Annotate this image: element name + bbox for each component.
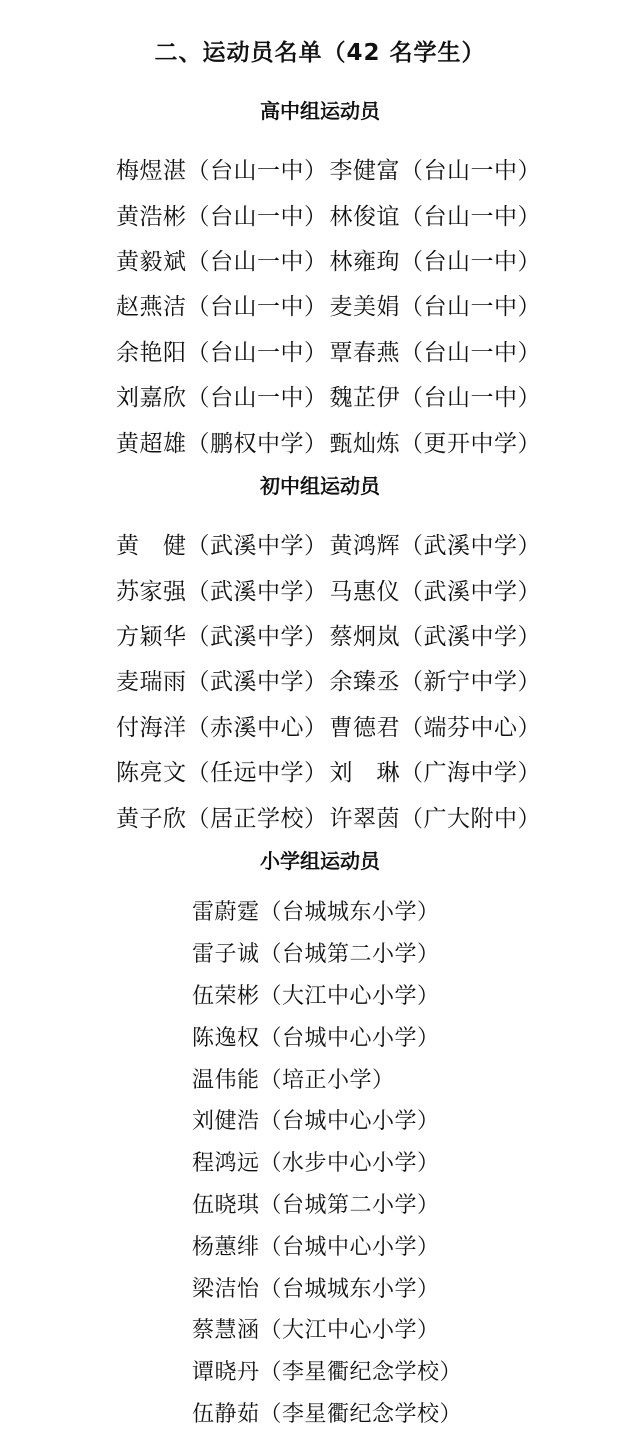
list-item [116, 612, 576, 657]
athlete-entry: 李健富（台山一中） [329, 158, 541, 185]
list-item [116, 657, 576, 702]
high-school-heading: 高中组运动员 [260, 99, 380, 123]
list-item [116, 793, 576, 838]
middle-school-list [116, 521, 576, 839]
athlete-entry: 蔡炯岚（武溪中学） [329, 623, 541, 650]
list-item: 程鸿远（水步中心小学） [192, 1151, 440, 1177]
list-item: 雷子诚（台城第二小学） [192, 942, 440, 968]
athlete-entry: 黄毅斌（台山一中） [116, 248, 328, 275]
athlete-entry: 曹德君（端芬中心） [329, 714, 541, 741]
list-item: 伍荣彬（大江中心小学） [192, 983, 440, 1009]
list-item [116, 418, 576, 463]
athlete-entry: 付海洋（赤溪中心） [116, 714, 328, 741]
list-item [116, 191, 576, 236]
list-item [116, 282, 576, 327]
athlete-entry: 苏家强（武溪中学） [116, 578, 328, 605]
list-item: 杨蕙绯（台城中心小学） [192, 1234, 440, 1260]
high-school-list [116, 146, 576, 464]
middle-school-heading: 初中组运动员 [260, 474, 380, 498]
list-item: 雷蔚霆（台城城东小学） [192, 900, 440, 926]
athlete-entry: 甄灿炼（更开中学） [329, 430, 541, 457]
athlete-entry: 魏芷伊（台山一中） [329, 385, 541, 412]
athlete-entry: 赵燕洁（台山一中） [116, 294, 328, 321]
list-item [116, 328, 576, 373]
athlete-entry: 黄鸿辉（武溪中学） [329, 533, 541, 560]
list-item: 刘健浩（台城中心小学） [192, 1109, 440, 1135]
athlete-entry: 覃春燕（台山一中） [329, 339, 541, 366]
athlete-entry: 余艳阳（台山一中） [116, 339, 328, 366]
list-item [116, 237, 576, 282]
athlete-entry: 黄子欣（居正学校） [116, 805, 328, 832]
athlete-entry: 黄 健（武溪中学） [116, 533, 328, 560]
list-item [116, 373, 576, 418]
athlete-entry: 许翠茵（广大附中） [329, 805, 541, 832]
athlete-entry: 梅煜湛（台山一中） [116, 158, 328, 185]
primary-school-heading: 小学组运动员 [260, 849, 380, 873]
athlete-entry: 黄浩彬（台山一中） [116, 203, 328, 230]
athlete-entry: 余臻丞（新宁中学） [329, 669, 541, 696]
athlete-entry: 方颖华（武溪中学） [116, 623, 328, 650]
list-item: 伍晓琪（台城第二小学） [192, 1192, 440, 1218]
primary-school-list [192, 890, 552, 1433]
athlete-entry: 黄超雄（鹏权中学） [116, 430, 328, 457]
list-item [116, 566, 576, 611]
list-item: 谭晓丹（李星衢纪念学校） [192, 1360, 463, 1386]
athlete-entry: 刘嘉欣（台山一中） [116, 385, 328, 412]
list-item: 温伟能（培正小学） [192, 1067, 395, 1093]
document-title: 二、运动员名单（42 名学生） [154, 40, 486, 66]
list-item: 蔡慧涵（大江中心小学） [192, 1318, 440, 1344]
list-item [116, 146, 576, 191]
athlete-entry: 马惠仪（武溪中学） [329, 578, 541, 605]
list-item [116, 748, 576, 793]
athlete-entry: 林俊谊（台山一中） [329, 203, 541, 230]
athlete-entry: 陈亮文（任远中学） [116, 760, 328, 787]
athlete-entry: 麦瑞雨（武溪中学） [116, 669, 328, 696]
athlete-entry: 刘 琳（广海中学） [329, 760, 541, 787]
list-item: 陈逸权（台城中心小学） [192, 1025, 440, 1051]
list-item [116, 703, 576, 748]
list-item: 伍静茹（李星衢纪念学校） [192, 1401, 463, 1427]
athlete-entry: 林雍珣（台山一中） [329, 248, 541, 275]
athlete-entry: 麦美娟（台山一中） [329, 294, 541, 321]
list-item [116, 521, 576, 566]
list-item: 梁洁怡（台城城东小学） [192, 1276, 440, 1302]
